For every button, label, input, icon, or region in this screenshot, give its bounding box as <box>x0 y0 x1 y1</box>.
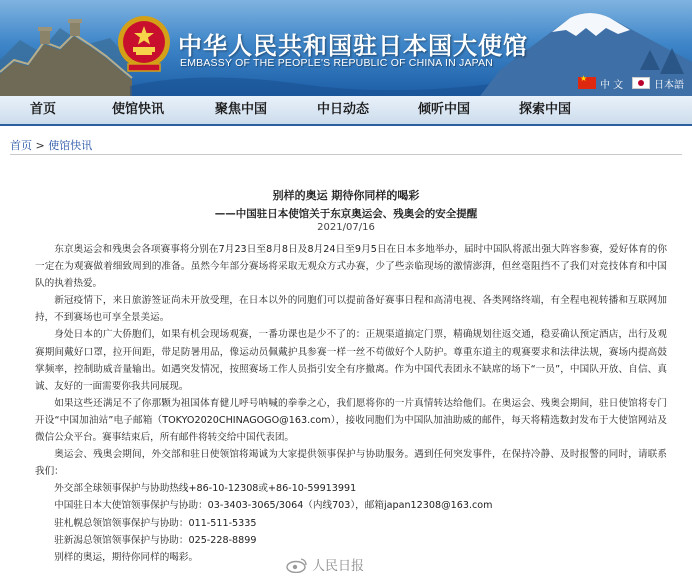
article-date: 2021/07/16 <box>317 222 375 233</box>
article-paragraph: 新冠疫情下，来日旅游签证尚未开放受理，在日本以外的同胞们可以提前备好赛事日程和高清电视、各类网络终端，有全程电视转播和互联网加持，不到赛场也可享全景美运。 <box>35 295 667 324</box>
article-paragraph: 东京奥运会和残奥会各项赛事将分别在7月23日至8月8日及8月24日至9月5日在日本多地举办，届时中国队将派出强大阵容参赛，爱好体育的你一定在为观赛做着细致周到的准备。虽然今年部分赛场将采取无观众方式办赛，少了些亲临现场的激情澎湃，但丝毫阻挡不了我们对竞技体育和中国队的执着热爱。 <box>35 244 667 290</box>
breadcrumb-home-link[interactable]: 首页 <box>10 139 32 152</box>
article-title: 别样的奥运 期待你同样的喝彩 <box>272 189 420 202</box>
breadcrumb-current-link[interactable]: 使馆快讯 <box>48 139 93 152</box>
watermark-text: 人民日报 <box>312 559 365 574</box>
breadcrumb-separator: > <box>32 139 49 152</box>
china-flag-icon <box>578 77 596 89</box>
closing-line: 别样的奥运，期待你同样的喝彩。 <box>54 551 199 563</box>
contact-line: 中国驻日本大使馆领事保护与协助：03-3403-3065/3064（内线703），邮箱japan12308@163.com <box>54 500 493 512</box>
site-banner <box>0 0 692 96</box>
breadcrumb <box>10 137 92 153</box>
national-emblem-icon <box>116 14 172 74</box>
contact-line: 外交部全球领事保护与协助热线+86-10-12308或+86-10-59913991 <box>54 483 357 495</box>
site-title-chinese: 中华人民共和国驻日本国大使馆 <box>178 32 528 60</box>
japan-flag-icon <box>632 77 650 89</box>
language-switch-japanese[interactable] <box>632 74 684 92</box>
nav-item-focus-china[interactable]: 聚焦中国 <box>215 102 268 117</box>
nav-item-explore-china[interactable]: 探索中国 <box>519 102 572 117</box>
weibo-logo-icon <box>286 557 308 573</box>
main-navigation <box>0 96 692 126</box>
article-body <box>35 241 667 566</box>
nav-item-listen-china[interactable]: 倾听中国 <box>418 102 471 117</box>
breadcrumb-divider <box>10 154 682 155</box>
language-label-chinese: 中 文 <box>600 79 624 91</box>
site-title-english: EMBASSY OF THE PEOPLE'S REPUBLIC OF CHINA IN JAPAN <box>180 57 494 69</box>
nav-item-china-japan-news[interactable]: 中日动态 <box>317 102 370 117</box>
article-paragraph: 身处日本的广大侨胞们，如果有机会现场观赛，一番功课也是少不了的：正规渠道搞定门票，精确规划往返交通，稳妥确认预定酒店，出行及观赛期间戴好口罩，拉开间距，带足防暑用品，像运动员佩戴护具参赛一样一丝不苟做好个人防护。尊重东道主的观赛要求和法律法规，赛场内提高鼓掌频率，控制助威音量输出。如遇突发情况，按照赛场工作人员指引安全有序撤离。作为中国代表团永不缺席的场下“一员”，中国队开放、自信、真诚、友好的一面需要你我共同展现。 <box>35 329 667 392</box>
weibo-watermark <box>286 555 364 574</box>
article-paragraph: 奥运会、残奥会期间，外交部和驻日使领馆将竭诚为大家提供领事保护与协助服务。遇到任何突发事件，在保持冷静、及时报警的同时，请联系我们： <box>35 449 667 478</box>
contact-line: 驻新潟总领馆领事保护与协助：025-228-8899 <box>54 534 257 546</box>
nav-item-home[interactable]: 首页 <box>30 102 57 117</box>
nav-item-embassy-news[interactable]: 使馆快讯 <box>112 102 165 117</box>
article-paragraph: 如果这些还满足不了你那颗为祖国体育健儿呼号呐喊的拳拳之心，我们愿将你的一片真情转达给他们。在奥运会、残奥会期间，驻日使馆将专门开设“中国加油站”电子邮箱（TOKYO2020CHINAGOGO@163.com），接收同胞们为中国队加油助威的邮件，每天将精选数封发布于大使馆网站及微信公众平台。赛事结束后，所有邮件将转交给中国代表团。 <box>35 397 667 444</box>
language-label-japanese: 日本語 <box>654 79 684 91</box>
article-subtitle: ——中国驻日本使馆关于东京奥运会、残奥会的安全提醒 <box>214 208 478 220</box>
language-switch-chinese[interactable] <box>578 74 623 92</box>
contact-line: 驻札幌总领馆领事保护与协助：011-511-5335 <box>54 517 257 529</box>
